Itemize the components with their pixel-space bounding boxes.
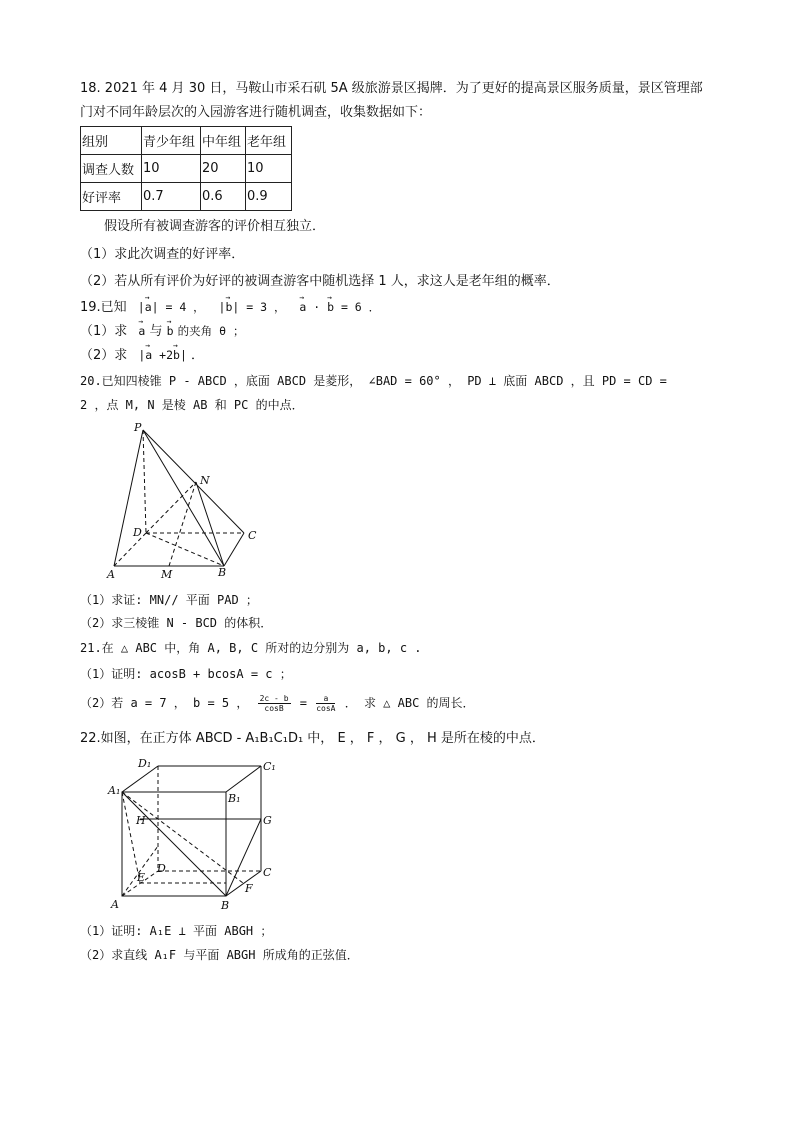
table-cell: 20 <box>201 155 246 183</box>
q19-line1: 19.已知 |→ a| = 4 ， |→ b| = 3 ， → a · → b = 6 ． <box>80 298 380 317</box>
fraction-2: $\frac{a}{\cos A}$ <box>316 694 336 713</box>
fraction-1: $\frac{2c - b}{\cos B}$ <box>259 694 289 713</box>
label-H: H <box>136 814 146 827</box>
vector-b: → b <box>225 298 232 316</box>
label-N: N <box>200 474 210 487</box>
label-B: B <box>218 566 227 579</box>
label-M: M <box>161 568 173 581</box>
q19-part2: （2）求 |→ a +2→ b| ． <box>80 346 204 365</box>
vector-a: → a <box>145 298 152 316</box>
pyramid-figure <box>100 418 270 584</box>
q18-part2: （2）若从所有评价为好评的被调查游客中随机选择 1 人，求这人是老年组的概率． <box>80 274 560 289</box>
table-cell: 0.9 <box>246 183 292 211</box>
table-cell: 0.6 <box>201 183 246 211</box>
label-C1: C₁ <box>263 760 276 773</box>
survey-table <box>80 126 292 211</box>
q22-part2: （2）求直线 A₁F 与平面 ABGH 所成角的正弦值． <box>80 948 359 962</box>
label-D: D <box>157 862 166 875</box>
q21-line1: 21.在 △ ABC 中，角 A, B, C 所对的边分别为 a, b, c . <box>80 641 422 655</box>
q20-part2: （2）求三棱锥 N - BCD 的体积． <box>80 616 273 630</box>
table-row <box>81 183 292 211</box>
q21-part2: （2）若 a = 7 ， b = 5 ， $\frac{2c - b}{\cos B}$ = $\frac{a}{\cos A}$ ． 求 △ ABC 的周长． <box>80 694 475 713</box>
q18-line1: 18. 2021 年 4 月 30 日，马鞍山市采石矶 5A 级旅游景区揭牌．为了更好的提高景区服务质量，景区管理部 <box>80 81 703 96</box>
label-G: G <box>263 814 272 827</box>
table-cell: 老年组 <box>246 127 292 155</box>
label-A: A <box>107 568 115 581</box>
label-P: P <box>134 421 142 434</box>
table-cell: 10 <box>142 155 201 183</box>
cube-figure <box>100 752 280 914</box>
q18-line2: 门对不同年龄层次的入园游客进行随机调查，收集数据如下： <box>80 105 432 120</box>
label-D1: D₁ <box>138 757 152 770</box>
label-C: C <box>263 866 272 879</box>
label-C: C <box>248 529 257 542</box>
table-cell: 调查人数 <box>81 155 142 183</box>
label-A: A <box>111 898 119 911</box>
label-E: E <box>137 871 146 884</box>
table-cell: 组别 <box>81 127 142 155</box>
q20-line1: 20.已知四棱锥 P - ABCD ，底面 ABCD 是菱形， ∠BAD = 60° ， PD ⊥ 底面 ABCD ，且 PD = CD = <box>80 374 667 388</box>
q22-line1: 22.如图，在正方体 ABCD - A₁B₁C₁D₁ 中， E ， F ， G ， H 是所在棱的中点． <box>80 731 545 746</box>
table-cell: 0.7 <box>142 183 201 211</box>
q20-line2: 2 ，点 M, N 是棱 AB 和 PC 的中点． <box>80 398 304 412</box>
table-header-row <box>81 127 292 155</box>
table-cell: 青少年组 <box>142 127 201 155</box>
table-cell: 好评率 <box>81 183 142 211</box>
q22-part1: （1）证明: A₁E ⊥ 平面 ABGH ； <box>80 924 273 938</box>
label-A1: A₁ <box>108 784 121 797</box>
table-cell: 中年组 <box>201 127 246 155</box>
q18-part1: （1）求此次调查的好评率． <box>80 247 245 262</box>
label-B: B <box>221 899 230 912</box>
q20-part1: （1）求证: MN// 平面 PAD ； <box>80 593 258 607</box>
table-row <box>81 155 292 183</box>
q19-part1: （1）求 → a 与 → b 的夹角 θ ； <box>80 322 244 341</box>
label-B1: B₁ <box>228 792 241 805</box>
q18-assumption: 假设所有被调查游客的评价相互独立． <box>104 219 326 234</box>
label-F: F <box>245 882 253 895</box>
table-cell: 10 <box>246 155 292 183</box>
label-D: D <box>133 526 142 539</box>
q21-part1: （1）证明: acosB + bcosA = c ； <box>80 667 292 681</box>
